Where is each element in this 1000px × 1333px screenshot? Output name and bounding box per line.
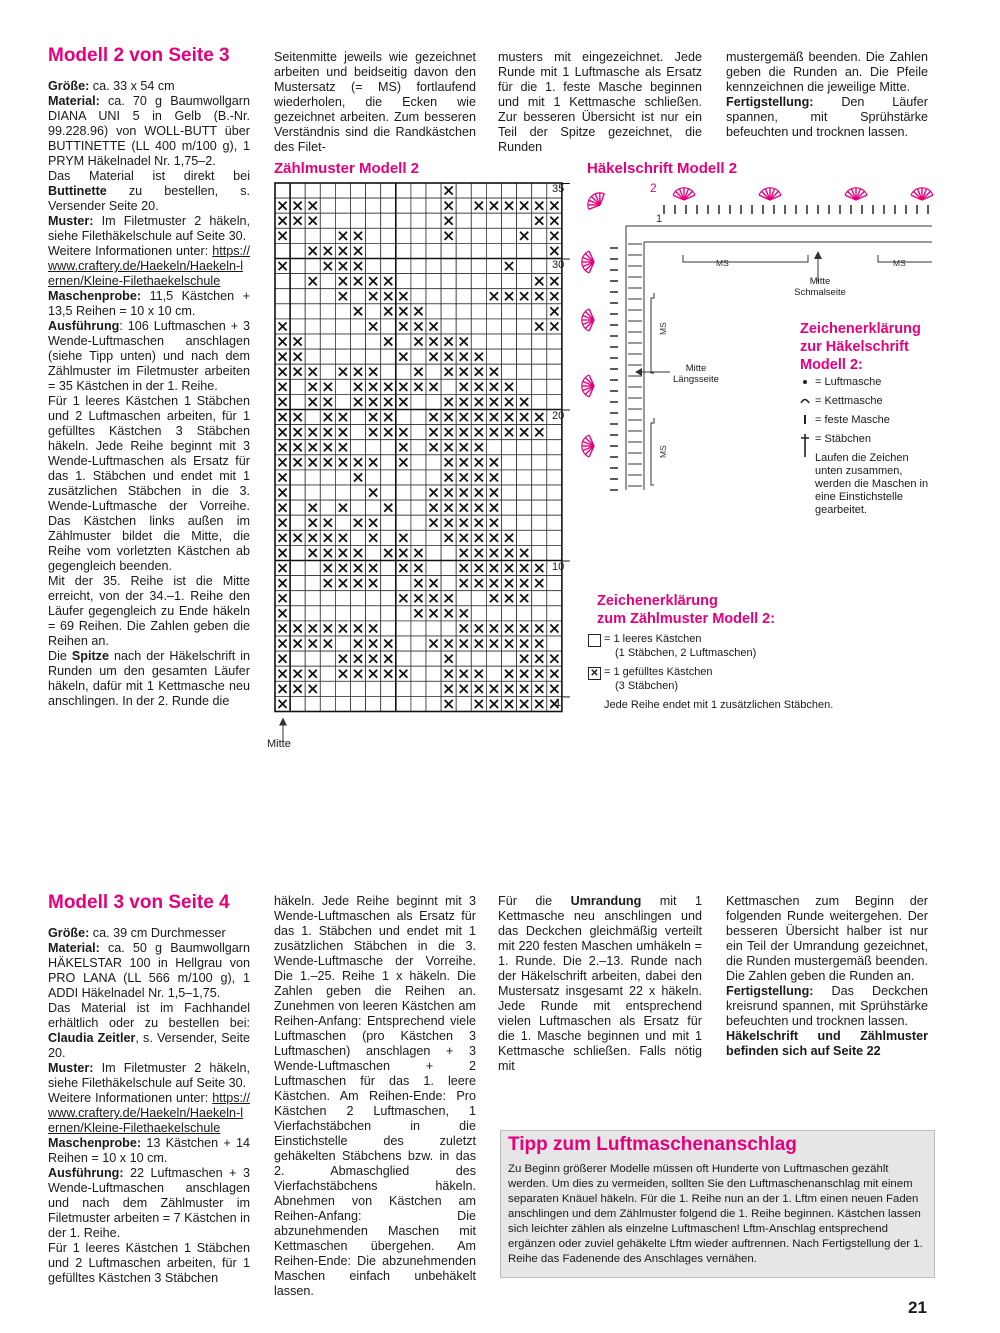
modell2-col2: Seitenmitte jeweils wie gezeichnet arbeiten und beidseitig davon den Mustersatz (= MS) fortlaufend wiederholen, die Ecken wie gezeichnet arbeiten. Zum besseren Verständnis sind die Randkästchen des Filet- bbox=[274, 50, 476, 154]
modell3-col1: Modell 3 von Seite 4 Größe: ca. 39 cm Durchmesser Material: ca. 50 g Baumwollgarn HÄKELSTAR 100 in Hellgrau von PRO LANA (LL 566 m/100 g), 1 ADDI Häkelnadel Nr. 1,5–1,75. Das Material ist im Fachhandel erhältlich oder zu bestellen bei: Claudia Zeitler, s. Versender, Seite 20. Muster: Im Filetmuster 2 häkeln, siehe Filethäkelschule auf Seite 30. Weitere Informationen unter: https://www.craftery.de/Haekeln/Haekeln-lernen/Kleine-Filethaekelschule Maschenprobe: 13 Kästchen + 14 Reihen = 10 x 10 cm. Ausführung: 22 Luftmaschen + 3 Wende-Luftmaschen anschlagen und nach dem Zählmuster im Filetmuster arbeiten = 7 Kästchen in der 1. Reihe. Für 1 leeres Kästchen 1 Stäbchen und 2 Luftmaschen arbeiten, für 1 gefülltes Kästchen 3 Stäbchen bbox=[48, 892, 251, 1285]
shell-motif bbox=[673, 188, 695, 200]
modell3-hinweis: Häkelschrift und Zählmuster befinden sich auf Seite 22 bbox=[726, 1029, 928, 1058]
legende-voll-2: (3 Stäbchen) bbox=[615, 680, 678, 692]
modell3-col2: häkeln. Jede Reihe beginnt mit 3 Wende-Luftmaschen als Ersatz für das 1. Stäbchen und endet mit 1 zusätzlichen Stäbchen in die 3. Wende-Luftmasche der Vorreihe. Die 1.–25. Reihe 1 x häkeln. Die Zahlen geben die Reihen an. Zunehmen von leeren Kästchen am Reihen-Anfang: Entsprechend viele Luftmaschen (pro Kästchen 3 Luftmaschen) anschlagen + 3 Wende-Luftmaschen + 2 Luftmaschen für das 1. leere Kästchen. Am Reihen-Ende: Pro Kästchen 2 Luftmaschen, 1 Vierfachstäbchen in die Einstichstelle des zuletzt gehäkelten Stäbchens bzw. in das 2. Abmaschglied des Vierfachstäbchens häkeln. Abnehmen von Kästchen am Reihen-Anfang: Die abzunehmenden Maschen mit Kettmaschen übergehen. Am Reihen-Ende: Die abzunehmenden Maschen einfach unbehäkelt lassen. bbox=[274, 894, 476, 1298]
mitte-laengsseite: Mitte Längsseite bbox=[673, 363, 719, 385]
modell2-col1: Modell 2 von Seite 3 Größe: ca. 33 x 54 cm Material: ca. 70 g Baumwollgarn DIANA UNI 5 in Gelb (B.-Nr. 99.228.96) von WOLL-BUTT über BUTTINETTE (LL 400 m/100 g), 1 PRYM Häkelnadel Nr. 1,75–2. Das Material ist direkt bei Buttinette zu bestellen, s. Versender Seite 20. Muster: Im Filetmuster 2 häkeln, siehe Filethäkelschule auf Seite 30. Weitere Informationen unter: https://www.craftery.de/Haekeln/Haekeln-lernen/Kleine-Filethaekelschule Maschenprobe: 11,5 Kästchen + 13,5 Reihen = 10 x 10 cm. Ausführung: 106 Luftmaschen + 3 Wende-Luftmaschen anschlagen (siehe Tipp unten) und nach dem Zählmuster im Filetmuster arbeiten = 35 Kästchen in der 1. Reihe. Für 1 leeres Kästchen 1 Stäbchen und 2 Luftmaschen arbeiten, für 1 gefülltes Kästchen 3 Stäbchen häkeln. Jede Reihe beginnt mit 3 Wende-Luftmaschen als Ersatz für das 1. Stäbchen und endet mit 1 zusätzlichen Stäbchen in die 3. Wende-Luftmasche der Vorreihe. Das Kästchen links außen im Zählmuster bildet die Mitte, die Reihe vom vorletzten Kästchen ab gegengleich beenden. Mit der 35. Reihe ist die Mitte erreicht, von der 34.–1. Reihe den Läufer gegengleich zu Ende häkeln = 69 Reihen. Die Zahlen geben die Reihen an. Die Spitze nach der Häkelschrift in Runden um den gesamten Läufer häkeln, dafür mit 1 Kettmasche neu anschlingen. In der 2. Runde die bbox=[48, 45, 251, 708]
modell3-col3: Für die Umrandung mit 1 Kettmasche neu anschlingen und das Deckchen gleichmäßig verteilt mit 220 festen Maschen umhäkeln = 1. Runde. Die 2.–13. Runde nach der Häkelschrift arbeiten, dabei den Mustersatz insgesamt 22 x häkeln. Jede Runde mit entsprechend vielen Luftmaschen als Ersatz für die 1. Masche beginnen und mit 1 Kettmasche schließen. Falls nötig mit bbox=[498, 894, 703, 1073]
ms-label-2: MS bbox=[893, 258, 906, 268]
legende-leer-box bbox=[588, 634, 601, 647]
legende-staebchen: = Stäbchen bbox=[815, 433, 871, 445]
legende-kettmasche: = Kettmasche bbox=[815, 395, 883, 407]
shell-motif bbox=[584, 189, 608, 213]
shell-motif bbox=[582, 435, 594, 457]
tipp-box bbox=[500, 1130, 935, 1278]
shell-motif bbox=[582, 309, 594, 331]
row-label-10: 10 bbox=[552, 561, 565, 573]
row-label-20: 20 bbox=[552, 410, 565, 422]
shell-motif bbox=[845, 188, 867, 200]
ms-label-4: MS bbox=[658, 445, 668, 458]
row-label-30: 30 bbox=[552, 259, 565, 271]
row-label-1: 1 bbox=[555, 697, 562, 709]
zaehlmuster-title: Zählmuster Modell 2 bbox=[274, 160, 420, 177]
legende-voll-box: ✕ bbox=[588, 667, 601, 680]
mitte-label: Mitte bbox=[267, 738, 291, 750]
haekelschrift-title: Häkelschrift Modell 2 bbox=[587, 160, 738, 177]
modell2-title: Modell 2 von Seite 3 bbox=[48, 45, 230, 66]
modell3-link[interactable]: https://www.craftery.de/Haekeln/Haekeln-lernen/Kleine-Filethaekelschule bbox=[48, 1091, 250, 1135]
shell-motif bbox=[582, 251, 594, 273]
shell-motif bbox=[582, 375, 594, 397]
round-2-label: 2 bbox=[650, 181, 657, 195]
round-1-label: 1 bbox=[656, 213, 663, 225]
legende-voll-1: = 1 gefülltes Kästchen bbox=[604, 666, 713, 678]
shell-motif bbox=[911, 188, 933, 200]
modell2-col3: musters mit eingezeichnet. Jede Runde mit 1 Luftmasche als Ersatz für die 1. feste Masche beginnen und mit 1 Kettmasche schließen. Zur besseren Übersicht ist nur ein Teil der Spitze gezeichnet, die Runden bbox=[498, 50, 702, 154]
page-number: 21 bbox=[908, 1298, 927, 1317]
shell-motif bbox=[759, 188, 781, 200]
legende-hs-note: Laufen die Zeichen unten zusammen, werden die Maschen in eine Einstichstelle gearbeitet. bbox=[815, 452, 929, 516]
legende-feste-masche: = feste Masche bbox=[815, 414, 890, 426]
modell2-col4: mustergemäß beenden. Die Zahlen geben die Runden an. Die Pfeile kennzeichnen die jeweilige Mitte. Fertigstellung: Den Läufer spannen, mit Sprühstärke befeuchten und trocknen lassen. bbox=[726, 50, 928, 139]
row-label-35: 35 bbox=[552, 183, 565, 195]
modell3-col4: Kettmaschen zum Beginn der folgenden Runde weitergehen. Der besseren Übersicht halber ist nur ein Teil der Umrandung gezeichnet, die Runden mustergemäß beenden. Die Zahlen geben die Runden an. Fertigstellung: Das Deckchen kreisrund spannen, mit Sprühstärke befeuchten und trocknen lassen. Häkelschrift und Zählmuster befinden sich auf Seite 22 bbox=[726, 894, 928, 1058]
ms-label-1: MS bbox=[716, 258, 729, 268]
mitte-schmalseite: Mitte Schmalseite bbox=[794, 276, 846, 298]
legende-leer-1: = 1 leeres Kästchen bbox=[604, 633, 702, 645]
modell3-title: Modell 3 von Seite 4 bbox=[48, 892, 230, 913]
tipp-title: Tipp zum Luftmaschenanschlag bbox=[508, 1134, 797, 1155]
legende-luftmasche: = Luftmasche bbox=[815, 376, 882, 388]
legende-hs-title: Zeichenerklärung zur Häkelschrift Modell 2: bbox=[800, 321, 921, 373]
ms-label-3: MS bbox=[658, 322, 668, 335]
legende-leer-2: (1 Stäbchen, 2 Luftmaschen) bbox=[615, 647, 757, 659]
modell2-link[interactable]: https://www.craftery.de/Haekeln/Haekeln-lernen/Kleine-Filethaekelschule bbox=[48, 244, 250, 288]
legende-zm-title: Zeichenerklärung zum Zählmuster Modell 2: bbox=[597, 593, 776, 627]
legende-zm-note: Jede Reihe endet mit 1 zusätzlichen Stäbchen. bbox=[604, 699, 834, 711]
tipp-text: Zu Beginn größerer Modelle müssen oft Hunderte von Luftmaschen gezählt werden. Um dies zu vermeiden, sollten Sie den Luftmaschenanschlag mit einem separaten Knäuel häkeln. Für die 1. Reihe nun an der 1. Lftm einen neuen Faden anschlingen und dem Zählmuster folgend die 1. Reihe beginnen. Kästchen lassen sich leichter zählen als einzelne Luftmaschen! Lftm-Anschlag entsprechend ergänzen oder zuviel gehäkelte Lftm wieder auftrennen. Nach Fertigstellung der 1. Reihe das Fadenende des Anschlages vernähen. bbox=[508, 1163, 923, 1265]
